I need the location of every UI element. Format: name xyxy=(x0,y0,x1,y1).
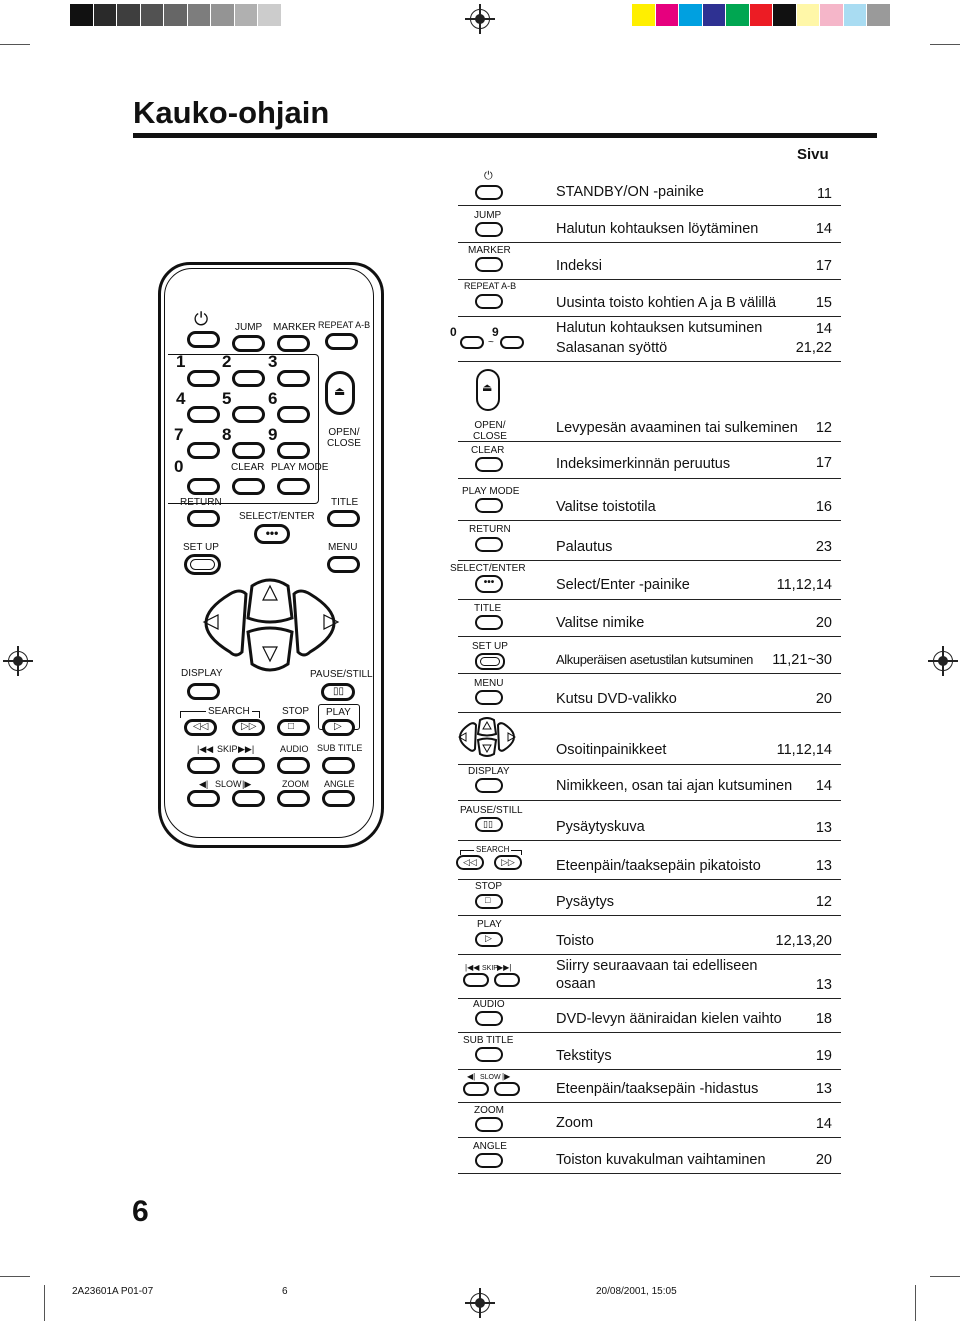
slow-back-icon: ◀| xyxy=(199,779,209,789)
crop-mark xyxy=(930,44,960,45)
table-row-divider xyxy=(458,361,841,362)
icon-label-play-mode: PLAY MODE xyxy=(462,486,520,497)
function-page: 12 xyxy=(815,894,832,910)
color-swatch xyxy=(797,4,820,26)
icon-audio-button xyxy=(475,1011,503,1026)
table-row-divider xyxy=(458,800,841,801)
table-row-divider xyxy=(458,599,841,600)
function-page: 13 xyxy=(815,1081,832,1097)
icon-label-audio: AUDIO xyxy=(473,999,505,1010)
remote-num-7: 7 xyxy=(174,425,184,444)
registration-mark-icon xyxy=(8,651,28,671)
remote-button-6[interactable] xyxy=(277,406,310,423)
remote-power-button[interactable] xyxy=(187,331,220,348)
function-page: 14 xyxy=(815,321,832,337)
fast-forward-icon: ▷▷ xyxy=(501,857,515,867)
icon-label-clear: CLEAR xyxy=(471,445,505,456)
remote-select-enter-button[interactable]: ••• xyxy=(254,524,290,544)
table-row-divider xyxy=(458,673,841,674)
remote-num-0: 0 xyxy=(174,457,184,476)
function-desc: Indeksi xyxy=(556,258,602,274)
color-swatch xyxy=(258,4,281,26)
remote-label-title: TITLE xyxy=(331,497,359,508)
table-row-divider xyxy=(458,242,841,243)
function-desc: Valitse toistotila xyxy=(556,499,656,515)
pause-icon: ▯▯ xyxy=(483,819,493,829)
footer-file-id: 2A23601A P01-07 xyxy=(72,1286,154,1297)
icon-label-sub-title: SUB TITLE xyxy=(463,1035,514,1046)
remote-display-button[interactable] xyxy=(187,683,220,700)
remote-zoom-button[interactable] xyxy=(277,790,310,807)
icon-label-0: 0 xyxy=(450,325,457,339)
color-swatch xyxy=(235,4,258,26)
icon-label-jump: JUMP xyxy=(474,210,502,221)
remote-audio-button[interactable] xyxy=(277,757,310,774)
function-desc: Pysäytyskuva xyxy=(556,819,645,835)
function-page: 20 xyxy=(815,1152,832,1168)
color-swatch xyxy=(844,4,867,26)
remote-jump-button[interactable] xyxy=(232,335,265,352)
function-page: 13 xyxy=(815,977,832,993)
slow-back-icon: ◀| xyxy=(467,1072,476,1081)
remote-button-8[interactable] xyxy=(232,442,265,459)
remote-play-mode-button[interactable] xyxy=(277,478,310,495)
icon-slow-forward-button xyxy=(494,1082,520,1096)
table-row-divider xyxy=(458,764,841,765)
color-swatch xyxy=(773,4,796,26)
left-arrow-button[interactable] xyxy=(206,591,246,655)
color-swatch xyxy=(141,4,164,26)
function-page: 14 xyxy=(815,778,832,794)
function-page: 21,22 xyxy=(795,340,832,356)
icon-label-stop: STOP xyxy=(475,881,503,892)
function-desc: Siirry seuraavaan tai edelliseen xyxy=(556,958,758,974)
table-row-divider xyxy=(458,279,841,280)
remote-label-zoom: ZOOM xyxy=(282,779,309,789)
function-page: 13 xyxy=(815,858,832,874)
remote-return-button[interactable] xyxy=(187,510,220,527)
function-desc: Osoitinpainikkeet xyxy=(556,742,667,758)
table-row-divider xyxy=(458,1032,841,1033)
remote-num-4: 4 xyxy=(176,389,186,408)
remote-label-clear: CLEAR xyxy=(231,462,265,473)
remote-button-4[interactable] xyxy=(187,406,220,423)
color-swatch xyxy=(188,4,211,26)
function-desc: Halutun kohtauksen kutsuminen xyxy=(556,320,763,336)
slow-forward-icon: |▶ xyxy=(242,779,252,789)
remote-angle-button[interactable] xyxy=(322,790,355,807)
icon-zoom-button xyxy=(475,1117,503,1132)
table-row-divider xyxy=(458,205,841,206)
remote-button-2[interactable] xyxy=(232,370,265,387)
stop-icon: □ xyxy=(288,721,295,732)
color-swatch xyxy=(820,4,843,26)
table-row-divider xyxy=(458,636,841,637)
page-number: 6 xyxy=(132,1195,149,1228)
function-page: 13 xyxy=(815,820,832,836)
icon-direction-pad xyxy=(450,714,524,760)
rewind-icon: ◁◁ xyxy=(463,857,477,867)
function-page: 16 xyxy=(815,499,832,515)
remote-sub-title-button[interactable] xyxy=(322,757,355,774)
function-desc: Alkuperäisen asetustilan kutsuminen xyxy=(556,652,754,667)
icon-label-9: 9 xyxy=(492,325,499,339)
remote-label-repeat-ab: REPEAT A-B xyxy=(318,320,371,330)
icon-label-marker: MARKER xyxy=(468,245,511,256)
icon-skip-back-button xyxy=(463,973,489,987)
icon-label-select-enter: SELECT/ENTER xyxy=(450,563,526,574)
remote-label-menu: MENU xyxy=(328,542,358,553)
skip-back-icon: |◀◀ xyxy=(465,963,480,972)
table-row-divider xyxy=(458,1137,841,1138)
eject-icon: ⏏ xyxy=(482,382,493,394)
remote-button-1[interactable] xyxy=(187,370,220,387)
icon-angle-button xyxy=(475,1153,503,1168)
function-desc: Toisto xyxy=(556,933,594,949)
function-desc: Indeksimerkinnän peruutus xyxy=(556,456,731,472)
function-desc: Tekstitys xyxy=(556,1048,612,1064)
page-column-header: Sivu xyxy=(797,146,829,163)
function-page: 11 xyxy=(816,186,832,202)
remote-slow-forward-button[interactable] xyxy=(232,790,265,807)
color-swatch xyxy=(726,4,749,26)
remote-label-open-close: OPEN/ CLOSE xyxy=(327,427,361,449)
remote-label-return: RETURN xyxy=(180,497,222,508)
table-row-divider xyxy=(458,712,841,713)
title-rule xyxy=(133,133,877,138)
registration-mark-icon xyxy=(470,9,490,29)
page-title: Kauko-ohjain xyxy=(133,95,330,130)
remote-skip-back-button[interactable] xyxy=(187,757,220,774)
slow-forward-icon: |▶ xyxy=(502,1072,511,1081)
table-row-divider xyxy=(458,520,841,521)
icon-label-set-up: SET UP xyxy=(472,641,508,652)
pause-icon: ▯▯ xyxy=(333,686,345,697)
stop-icon: □ xyxy=(485,895,491,905)
function-desc: Eteenpäin/taaksepäin -hidastus xyxy=(556,1081,759,1097)
function-desc: Pysäytys xyxy=(556,894,615,910)
table-row-divider xyxy=(458,560,841,561)
color-swatch xyxy=(679,4,702,26)
function-desc: Kutsu DVD-valikko xyxy=(556,691,677,707)
function-page: 19 xyxy=(815,1048,832,1064)
right-arrow-button[interactable] xyxy=(294,591,334,655)
icon-repeat-ab-button xyxy=(475,294,503,309)
skip-forward-icon: ▶▶| xyxy=(497,963,512,972)
remote-title-button[interactable] xyxy=(327,510,360,527)
remote-label-play-mode: PLAY MODE xyxy=(271,462,329,473)
remote-num-2: 2 xyxy=(222,352,232,371)
function-desc: Select/Enter -painike xyxy=(556,577,690,593)
skip-forward-icon: ▶▶| xyxy=(238,744,255,754)
icon-num-9-button xyxy=(500,336,524,349)
function-page: 18 xyxy=(815,1011,832,1027)
remote-num-1: 1 xyxy=(176,352,186,371)
remote-label-angle: ANGLE xyxy=(324,779,355,789)
table-row-divider xyxy=(458,954,841,955)
table-row-divider xyxy=(458,840,841,841)
remote-label-stop: STOP xyxy=(282,706,310,717)
remote-button-3[interactable] xyxy=(277,370,310,387)
power-icon: ⏻ xyxy=(194,309,209,329)
remote-skip-forward-button[interactable] xyxy=(232,757,265,774)
function-page: 23 xyxy=(815,539,832,555)
icon-label-pause-still: PAUSE/STILL xyxy=(460,805,523,816)
icon-marker-button xyxy=(475,257,503,272)
icon-label-zoom: ZOOM xyxy=(474,1105,504,1116)
color-swatch xyxy=(750,4,773,26)
function-page: 11,12,14 xyxy=(776,742,832,758)
table-row-divider xyxy=(458,1102,841,1103)
icon-label-title: TITLE xyxy=(474,603,502,614)
icon-select-enter-button: ••• xyxy=(475,575,503,593)
function-page: 17 xyxy=(815,455,832,471)
function-page: 17 xyxy=(815,258,832,274)
remote-num-5: 5 xyxy=(222,389,232,408)
remote-marker-button[interactable] xyxy=(277,335,310,352)
function-page: 11,21~30 xyxy=(772,652,832,668)
icon-clear-button xyxy=(475,457,503,472)
remote-label-audio: AUDIO xyxy=(280,744,309,754)
icon-menu-button xyxy=(475,690,503,705)
function-page: 20 xyxy=(815,615,832,631)
function-desc: Nimikkeen, osan tai ajan kutsuminen xyxy=(556,778,793,794)
table-row-divider xyxy=(458,1173,841,1174)
function-page: 14 xyxy=(815,1116,832,1132)
icon-label-play: PLAY xyxy=(477,919,502,930)
color-swatch xyxy=(70,4,93,26)
rewind-icon: ◁◁ xyxy=(193,721,209,732)
function-page: 15 xyxy=(815,295,832,311)
remote-direction-pad xyxy=(182,566,358,684)
icon-power-button xyxy=(475,185,503,200)
function-page: 12,13,20 xyxy=(775,933,832,949)
remote-clear-button[interactable] xyxy=(232,478,265,495)
icon-label-open-close: OPEN/ CLOSE xyxy=(473,420,507,442)
table-row-divider xyxy=(458,478,841,479)
function-desc: Palautus xyxy=(556,539,613,555)
fast-forward-icon: ▷▷ xyxy=(241,721,257,732)
remote-num-8: 8 xyxy=(222,425,232,444)
registration-mark-icon xyxy=(470,1293,490,1313)
icon-label-return: RETURN xyxy=(469,524,511,535)
remote-label-select-enter: SELECT/ENTER xyxy=(239,511,315,522)
color-swatch xyxy=(632,4,655,26)
remote-repeat-ab-button[interactable] xyxy=(325,333,358,350)
table-row-divider xyxy=(458,1069,841,1070)
registration-mark-icon xyxy=(933,651,953,671)
remote-label-sub-title: SUB TITLE xyxy=(317,743,363,753)
remote-label-play: PLAY xyxy=(326,707,351,718)
remote-button-7[interactable] xyxy=(187,442,220,459)
function-page: 12 xyxy=(815,420,832,436)
remote-label-set-up: SET UP xyxy=(183,542,219,553)
remote-button-5[interactable] xyxy=(232,406,265,423)
icon-title-button xyxy=(475,615,503,630)
function-page: 14 xyxy=(815,221,832,237)
set-up-inner-ring xyxy=(480,657,500,666)
table-row-divider xyxy=(458,879,841,880)
crop-mark xyxy=(0,1276,30,1277)
icon-label-angle: ANGLE xyxy=(473,1141,507,1152)
remote-label-skip: SKIP xyxy=(217,744,238,754)
function-desc: Valitse nimike xyxy=(556,615,645,631)
icon-sub-title-button xyxy=(475,1047,503,1062)
icon-label-search: SEARCH xyxy=(476,845,510,854)
remote-num-6: 6 xyxy=(268,389,278,408)
color-swatch xyxy=(211,4,234,26)
color-swatch xyxy=(164,4,187,26)
icon-play-mode-button xyxy=(475,498,503,513)
color-swatch xyxy=(117,4,140,26)
color-swatch xyxy=(94,4,117,26)
function-desc: Zoom xyxy=(556,1115,594,1131)
function-desc: Levypesän avaaminen tai sulkeminen xyxy=(556,420,798,436)
remote-label-display: DISPLAY xyxy=(181,668,223,679)
remote-slow-back-button[interactable] xyxy=(187,790,220,807)
down-arrow-button[interactable] xyxy=(248,628,292,670)
function-desc: DVD-levyn ääniraidan kielen vaihto xyxy=(556,1011,782,1027)
function-desc: Halutun kohtauksen löytäminen xyxy=(556,221,759,237)
icon-label-slow: SLOW xyxy=(480,1074,501,1081)
footer-timestamp: 20/08/2001, 15:05 xyxy=(596,1286,677,1297)
icon-label-menu: MENU xyxy=(474,678,504,689)
icon-label-display: DISPLAY xyxy=(468,766,510,777)
icon-num-0-button xyxy=(460,336,484,349)
icon-skip-forward-button xyxy=(494,973,520,987)
table-row-divider xyxy=(458,316,841,317)
remote-num-3: 3 xyxy=(268,352,278,371)
play-icon: ▷ xyxy=(485,933,492,943)
table-row-divider xyxy=(458,998,841,999)
remote-label-marker: MARKER xyxy=(273,322,316,333)
play-icon: ▷ xyxy=(334,721,342,732)
crop-mark xyxy=(44,1285,45,1321)
icon-slow-back-button xyxy=(463,1082,489,1096)
function-desc: osaan xyxy=(556,976,596,992)
color-swatch xyxy=(703,4,726,26)
remote-button-0[interactable] xyxy=(187,478,220,495)
power-icon: ⏻ xyxy=(484,170,493,182)
icon-jump-button xyxy=(475,222,503,237)
icon-tilde: ~ xyxy=(488,337,494,348)
icon-return-button xyxy=(475,537,503,552)
color-swatch xyxy=(656,4,679,26)
function-desc: Salasanan syöttö xyxy=(556,340,668,356)
remote-button-9[interactable] xyxy=(277,442,310,459)
function-page: 11,12,14 xyxy=(776,577,832,593)
color-swatch xyxy=(867,4,890,26)
function-page: 20 xyxy=(815,691,832,707)
table-row-divider xyxy=(458,441,841,442)
remote-label-pause-still: PAUSE/STILL xyxy=(310,669,373,680)
crop-mark xyxy=(915,1285,916,1321)
icon-label-skip: SKIP xyxy=(482,965,498,972)
eject-icon: ⏏ xyxy=(334,384,346,398)
remote-label-slow: SLOW xyxy=(215,779,242,789)
icon-label-repeat-ab: REPEAT A-B xyxy=(464,281,517,291)
function-desc: Toiston kuvakulman vaihtaminen xyxy=(556,1152,766,1168)
remote-label-search: SEARCH xyxy=(208,706,250,717)
table-row-divider xyxy=(458,915,841,916)
remote-num-9: 9 xyxy=(268,425,278,444)
skip-back-icon: |◀◀ xyxy=(197,744,214,754)
icon-display-button xyxy=(475,778,503,793)
function-desc: Uusinta toisto kohtien A ja B välillä xyxy=(556,295,777,311)
crop-mark xyxy=(0,44,30,45)
function-desc: STANDBY/ON -painike xyxy=(556,184,704,200)
remote-label-jump: JUMP xyxy=(235,322,263,333)
footer-page: 6 xyxy=(282,1286,288,1297)
function-desc: Eteenpäin/taaksepäin pikatoisto xyxy=(556,858,761,874)
crop-mark xyxy=(930,1276,960,1277)
